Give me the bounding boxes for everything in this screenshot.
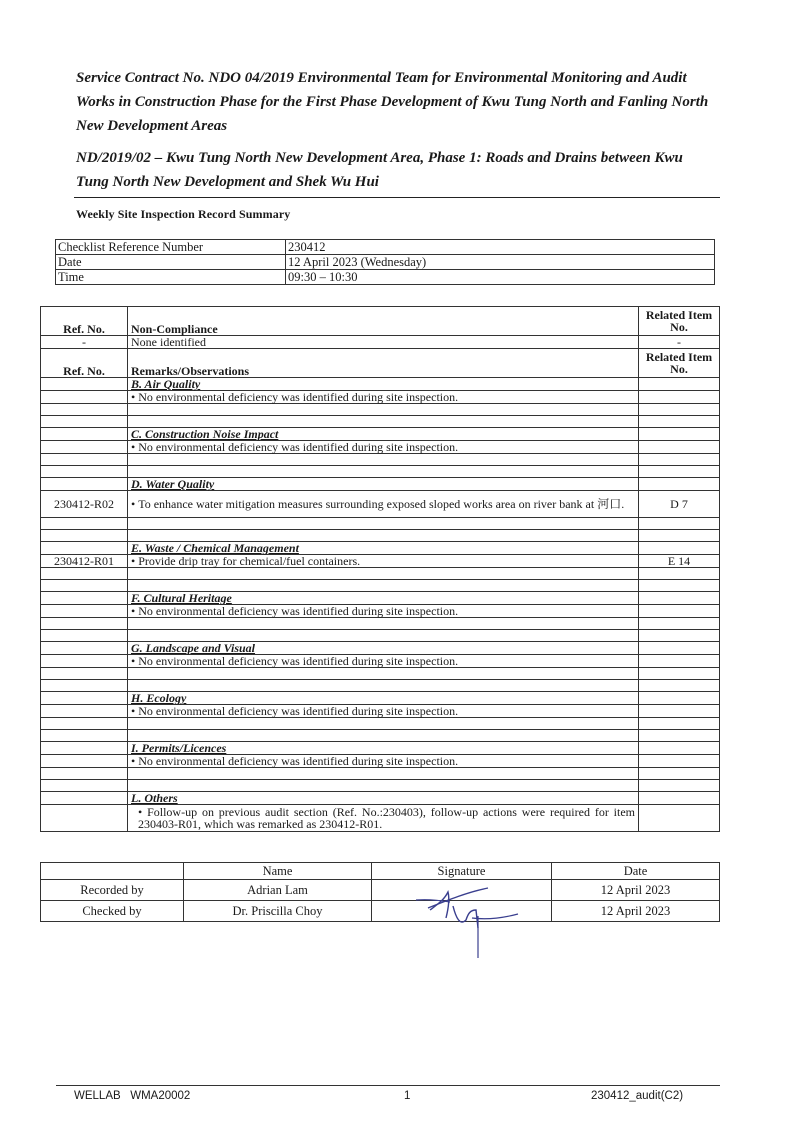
signature-marks [408, 870, 528, 960]
time-label: Time [56, 270, 286, 285]
waste-remark: • Provide drip tray for chemical/fuel containers. [131, 554, 360, 568]
signature-header: Signature [372, 863, 552, 880]
nc-text: None identified [128, 336, 639, 349]
section-permits: I. Permits/Licences [128, 742, 639, 755]
date-value: 12 April 2023 (Wednesday) [286, 255, 715, 270]
water-quality-related: D 7 [639, 491, 720, 518]
waste-ref: 230412-R01 [41, 555, 128, 568]
checked-date: 12 April 2023 [552, 901, 720, 922]
nc-ref: - [41, 336, 128, 349]
date-label: Date [56, 255, 286, 270]
checklist-value: 230412 [286, 240, 715, 255]
nc-related: - [639, 336, 720, 349]
permits-remark: • No environmental deficiency was identified during site inspection. [131, 754, 458, 768]
record-subtitle: Weekly Site Inspection Record Summary [76, 207, 291, 221]
ref-header-2: Ref. No. [41, 349, 128, 378]
footer-page-number: 1 [404, 1090, 411, 1102]
contract-title: Service Contract No. NDO 04/2019 Environmental Team for Environmental Monitoring and Audit Works in Construction Phase for the First Phase Development of Kwu Tung North and Fanling North New Development Areas [76, 70, 709, 134]
project-title: ND/2019/02 – Kwu Tung North New Development Area, Phase 1: Roads and Drains between Kwu Tung North New Development and Shek Wu Hui [76, 150, 683, 190]
recorded-label: Recorded by [41, 880, 184, 901]
section-others: L. Others [128, 792, 639, 805]
checked-name: Dr. Priscilla Choy [184, 901, 372, 922]
inspection-info-table [55, 239, 715, 285]
air-quality-remark: • No environmental deficiency was identified during site inspection. [131, 390, 458, 404]
landscape-remark: • No environmental deficiency was identified during site inspection. [131, 654, 458, 668]
remarks-header: Remarks/Observations [128, 349, 639, 378]
checked-label: Checked by [41, 901, 184, 922]
footer-file-ref: 230412_audit(C2) [591, 1090, 684, 1102]
footer-doc-code: WELLAB WMA20002 [74, 1090, 191, 1102]
time-value: 09:30 – 10:30 [286, 270, 715, 285]
section-ecology: H. Ecology [128, 692, 639, 705]
checklist-label: Checklist Reference Number [56, 240, 286, 255]
noise-remark: • No environmental deficiency was identified during site inspection. [131, 440, 458, 454]
recorded-name: Adrian Lam [184, 880, 372, 901]
section-landscape: G. Landscape and Visual [128, 642, 639, 655]
section-waste: E. Waste / Chemical Management [128, 542, 639, 555]
footer-rule [56, 1085, 720, 1086]
title-rule [74, 197, 720, 198]
water-quality-remark: • To enhance water mitigation measures surrounding exposed sloped works area on river bank at 河口. [131, 497, 624, 511]
related-header: Related Item No. [639, 307, 720, 336]
ref-header: Ref. No. [41, 307, 128, 336]
ecology-remark: • No environmental deficiency was identified during site inspection. [131, 704, 458, 718]
related-header-2: Related Item No. [639, 349, 720, 378]
section-noise: C. Construction Noise Impact [128, 428, 639, 441]
non-compliance-header: Non-Compliance [128, 307, 639, 336]
name-header: Name [184, 863, 372, 880]
waste-related: E 14 [639, 555, 720, 568]
section-cultural-heritage: F. Cultural Heritage [128, 592, 639, 605]
water-quality-ref: 230412-R02 [41, 491, 128, 518]
cultural-heritage-remark: • No environmental deficiency was identified during site inspection. [131, 604, 458, 618]
signoff-table [40, 862, 720, 922]
section-air-quality: B. Air Quality [128, 378, 639, 391]
date-header: Date [552, 863, 720, 880]
recorded-date: 12 April 2023 [552, 880, 720, 901]
section-water-quality: D. Water Quality [128, 478, 639, 491]
findings-table [40, 306, 720, 832]
others-remark: • Follow-up on previous audit section (Ref. No.:230403), follow-up actions were required for item 230403-R01, which was remarked as 230412-R01. [138, 805, 635, 831]
